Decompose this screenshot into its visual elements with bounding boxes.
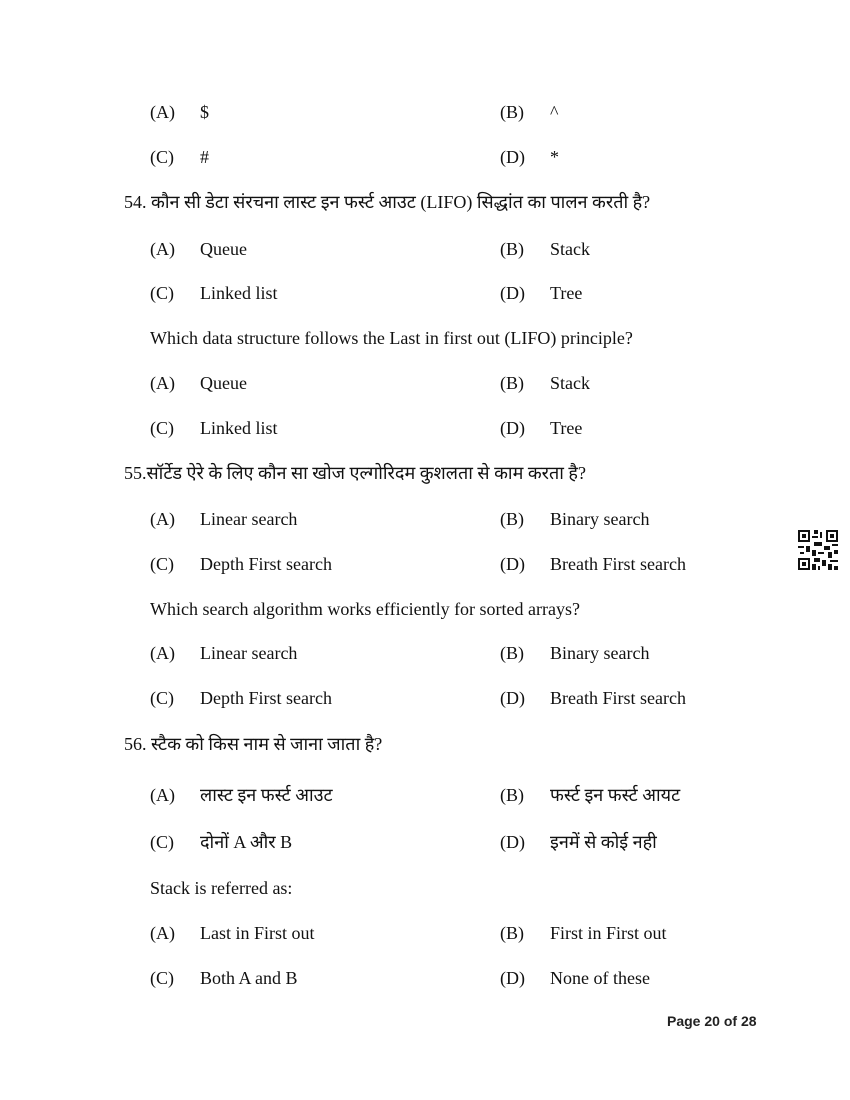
question-54-hindi: 54. कौन सी डेटा संरचना लास्ट इन फर्स्ट आउट (LIFO) सिद्धांत का पालन करती है? [124, 192, 651, 212]
option-label: (D) [500, 968, 525, 988]
option-text: फर्स्ट इन फर्स्ट आयट [550, 785, 681, 805]
option-text: Queue [200, 373, 247, 393]
option-label: (A) [150, 239, 175, 259]
option-label: (D) [500, 688, 525, 708]
question-56-english: Stack is referred as: [150, 878, 293, 898]
option-text: $ [200, 102, 209, 122]
option-text: Linked list [200, 418, 278, 438]
page-total: 28 [740, 1013, 757, 1029]
option-label: (B) [500, 509, 524, 529]
option-label: (B) [500, 785, 524, 805]
option-text: * [550, 147, 559, 167]
question-56-hindi: 56. स्टैक को किस नाम से जाना जाता है? [124, 734, 383, 754]
qr-code-icon [798, 530, 838, 570]
option-label: (C) [150, 147, 174, 167]
option-text: Breath First search [550, 688, 686, 708]
question-55-hindi: 55.सॉर्टेड ऐरे के लिए कौन सा खोज एल्गोरिदम कुशलता से काम करता है? [124, 463, 586, 483]
option-text: Queue [200, 239, 247, 259]
option-label: (A) [150, 923, 175, 943]
option-label: (A) [150, 643, 175, 663]
option-text: None of these [550, 968, 650, 988]
option-label: (A) [150, 373, 175, 393]
option-label: (D) [500, 832, 525, 852]
option-label: (B) [500, 373, 524, 393]
option-text: Binary search [550, 509, 650, 529]
option-text: Both A and B [200, 968, 298, 988]
page-footer [667, 1013, 757, 1029]
option-label: (C) [150, 554, 174, 574]
page-word: Page [667, 1013, 701, 1029]
option-text: Breath First search [550, 554, 686, 574]
question-55-english: Which search algorithm works efficiently for sorted arrays? [150, 599, 581, 619]
option-label: (C) [150, 968, 174, 988]
option-text: Binary search [550, 643, 650, 663]
option-label: (D) [500, 283, 525, 303]
option-text: Tree [550, 283, 583, 303]
option-label: (A) [150, 102, 175, 122]
option-text: First in First out [550, 923, 667, 943]
option-label: (B) [500, 239, 524, 259]
option-text: Depth First search [200, 554, 332, 574]
option-text: Last in First out [200, 923, 315, 943]
option-label: (C) [150, 832, 174, 852]
option-text: Depth First search [200, 688, 332, 708]
option-label: (D) [500, 147, 525, 167]
option-text: ^ [550, 102, 559, 122]
option-text: Stack [550, 239, 590, 259]
option-label: (B) [500, 102, 524, 122]
option-text: Linear search [200, 509, 298, 529]
option-text: Stack [550, 373, 590, 393]
option-label: (B) [500, 923, 524, 943]
option-label: (A) [150, 509, 175, 529]
option-text: लास्ट इन फर्स्ट आउट [200, 785, 333, 805]
option-text: Tree [550, 418, 583, 438]
option-text: दोनों A और B [200, 832, 293, 852]
option-label: (C) [150, 688, 174, 708]
option-text: Linear search [200, 643, 298, 663]
option-label: (D) [500, 554, 525, 574]
option-label: (A) [150, 785, 175, 805]
page-number: 20 [704, 1013, 720, 1029]
option-label: (C) [150, 418, 174, 438]
option-text: इनमें से कोई नही [550, 832, 657, 852]
of-word: of [723, 1013, 738, 1029]
option-text: # [200, 147, 209, 167]
option-label: (C) [150, 283, 174, 303]
option-text: Linked list [200, 283, 278, 303]
option-label: (D) [500, 418, 525, 438]
question-54-english: Which data structure follows the Last in first out (LIFO) principle? [150, 328, 633, 348]
option-label: (B) [500, 643, 524, 663]
